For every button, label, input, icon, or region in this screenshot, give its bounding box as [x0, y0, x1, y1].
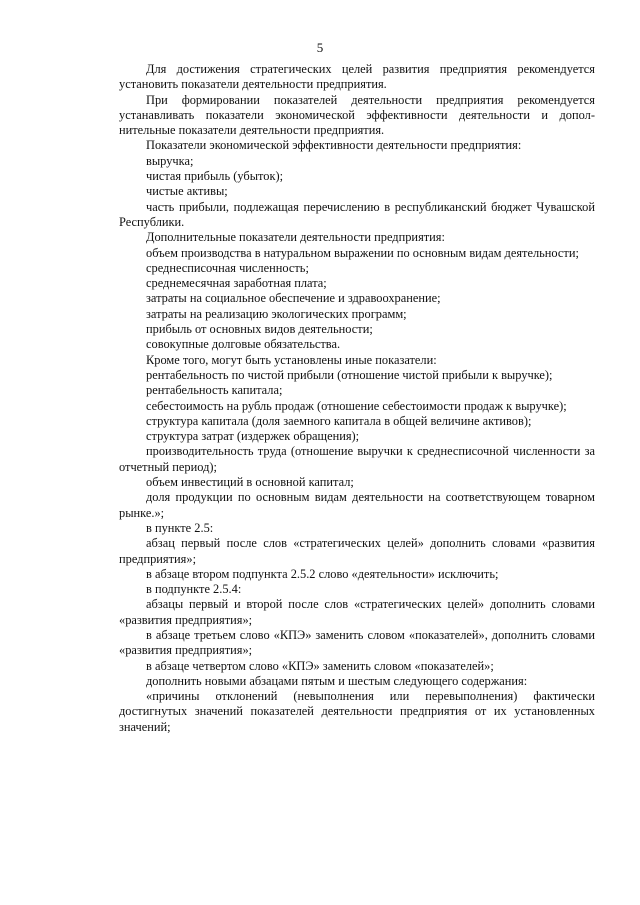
- paragraph-6: чистые активы;: [146, 184, 228, 199]
- paragraph-2: При формировании показателей деятельности предприятия рекомендуется устанавливать показатели экономической эффективности деятельности и дополнительные показатели деятельности предприятия.: [119, 92, 595, 138]
- paragraph-28: в подпункте 2.5.4:: [146, 582, 242, 597]
- paragraph-29: абзацы первый и второй после слов «стратегических целей» дополнить словами «развития предприятия»;: [119, 597, 595, 627]
- paragraph-32: дополнить новыми абзацами пятым и шестым следующего содержания:: [146, 673, 528, 688]
- paragraph-26: абзац первый после слов «стратегических целей» дополнить словами «развития предприятия»;: [119, 536, 595, 566]
- paragraph-27: в абзаце втором подпункта 2.5.2 слово «деятельности» исключить;: [146, 566, 499, 581]
- paragraph-17: рентабельность по чистой прибыли (отношение чистой прибыли к выручке);: [146, 367, 553, 382]
- paragraph-4: выручка;: [146, 153, 194, 168]
- page-number: 5: [316, 40, 324, 55]
- paragraph-10: среднесписочная численность;: [146, 260, 309, 275]
- paragraph-15: совокупные долговые обязательства.: [146, 337, 341, 352]
- paragraph-5: чистая прибыль (убыток);: [146, 169, 284, 184]
- paragraph-7: часть прибыли, подлежащая перечислению в республиканский бюджет Чувашской Республики.: [119, 199, 595, 229]
- paragraph-1: Для достижения стратегических целей развития предприятия рекомендуется установить показатели деятельности предприятия.: [119, 62, 595, 92]
- paragraph-23: объем инвестиций в основной капитал;: [146, 475, 354, 490]
- paragraph-31: в абзаце четвертом слово «КПЭ» заменить словом «показателей»;: [146, 658, 494, 673]
- paragraph-19: себестоимость на рубль продаж (отношение себестоимости продаж к выручке);: [146, 398, 567, 413]
- paragraph-25: в пункте 2.5:: [146, 520, 214, 535]
- paragraph-12: затраты на социальное обеспечение и здравоохранение;: [146, 291, 441, 306]
- paragraph-20: структура капитала (доля заемного капитала в общей величине активов);: [146, 413, 532, 428]
- paragraph-13: затраты на реализацию экологических программ;: [146, 306, 407, 321]
- document-body: [119, 62, 595, 735]
- paragraph-16: Кроме того, могут быть установлены иные показатели:: [146, 352, 437, 367]
- paragraph-24: доля продукции по основным видам деятельности на соответствующем товарном рынке.»;: [119, 490, 595, 520]
- paragraph-30: в абзаце третьем слово «КПЭ» заменить словом «показателей», дополнить словами «развития предприятия»;: [119, 627, 595, 658]
- paragraph-33: «причины отклонений (невыполнения или перевыполнения) фактически достигнутых значений показателей деятельности предприятия от их установленных значений;: [119, 689, 595, 734]
- paragraph-8: Дополнительные показатели деятельности предприятия:: [146, 230, 445, 245]
- paragraph-18: рентабельность капитала;: [146, 383, 283, 398]
- paragraph-21: структура затрат (издержек обращения);: [146, 429, 360, 444]
- paragraph-11: среднемесячная заработная плата;: [146, 276, 327, 291]
- paragraph-3: Показатели экономической эффективности деятельности предприятия:: [146, 138, 522, 153]
- paragraph-22: производительность труда (отношение выручки к среднесписочной численности за отчетный период);: [119, 444, 595, 474]
- paragraph-14: прибыль от основных видов деятельности;: [146, 322, 373, 337]
- paragraph-9: объем производства в натуральном выражении по основным видам деятельности;: [146, 245, 579, 260]
